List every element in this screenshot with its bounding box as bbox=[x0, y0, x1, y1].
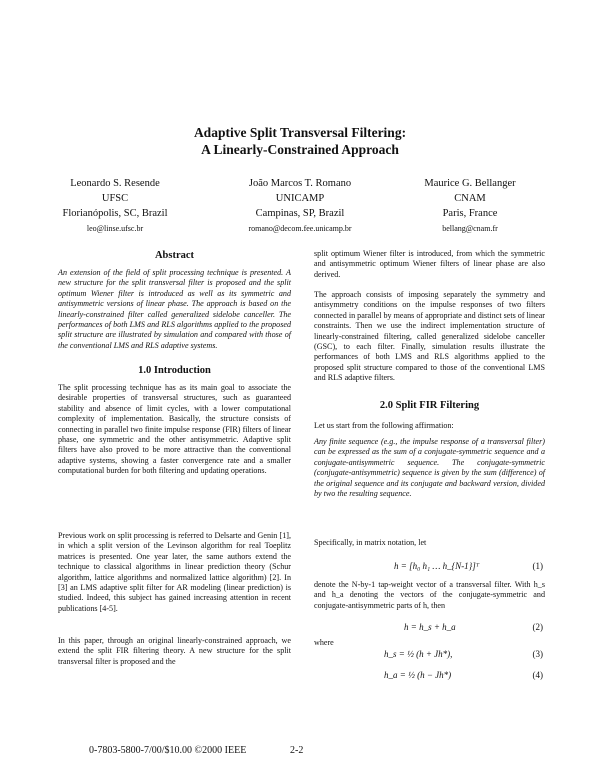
equation-number: (2) bbox=[532, 622, 543, 632]
equation-2 bbox=[314, 622, 545, 636]
equation-expression: h_s = ½ (h + Jh*), bbox=[384, 649, 453, 659]
author-location: Campinas, SP, Brazil bbox=[255, 208, 345, 219]
right-paragraph-3: Let us start from the following affirmation: bbox=[314, 421, 454, 430]
author-block-1 bbox=[20, 176, 210, 236]
introduction-heading: 1.0 Introduction bbox=[138, 365, 211, 376]
introduction-paragraph-2: Previous work on split processing is referred to Delsarte and Genin [1], in which a split version of the Levinson algorithm for real Toeplitz matrices is presented. One year later, the same authors extend the technique to classical algorithms in linear prediction theory (Schur algorithm, lattice algorithms and normalized lattice algorithm) [2]. In [3] an LMS adaptive split filter for AR modeling (linear prediction) is studied. Indeed, this subject has gained increasing attention in recent publications [4-5]. bbox=[58, 531, 291, 613]
author-affiliation: CNAM bbox=[454, 193, 486, 204]
equation-expression: h = [h₀ h₁ … h_{N-1}]ᵀ bbox=[394, 561, 480, 571]
paper-title-line2: A Linearly-Constrained Approach bbox=[201, 142, 399, 157]
equation-number: (4) bbox=[532, 670, 543, 680]
abstract-heading: Abstract bbox=[154, 250, 195, 261]
split-fir-heading: 2.0 Split FIR Filtering bbox=[379, 400, 480, 411]
right-paragraph-2: The approach consists of imposing separately the symmetry and antisymmetry conditions on the impulse responses of two filters connected in parallel by means of appropriate and distinct sets of linear constraints. Then we use the indirect implementation structure of linearly-constrained filtering, called generalized sidelobe canceller (GSC), to each filter. Finally, simulation results illustrate the performances of both LMS and RLS algorithms applied to the proposed split structure compared to those of the conventional LMS and RLS adaptive filters. bbox=[314, 290, 545, 383]
equation-4 bbox=[314, 670, 545, 684]
author-location: Paris, France bbox=[442, 208, 498, 219]
author-affiliation: UNICAMP bbox=[275, 193, 325, 204]
equation-number: (3) bbox=[532, 649, 543, 659]
author-block-2 bbox=[205, 176, 395, 236]
right-paragraph-5: Specifically, in matrix notation, let bbox=[314, 538, 427, 547]
where-label: where bbox=[314, 638, 334, 647]
paper-title-line1: Adaptive Split Transversal Filtering: bbox=[193, 125, 407, 140]
equation-1 bbox=[314, 561, 545, 575]
affirmation-paragraph: Any finite sequence (e.g., the impulse response of a transversal filter) can be expressed as the sum of a conjugate-symmetric sequence and a conjugate-antisymmetric sequence. The conjugate-symmetric (conjugate-antisymmetric) sequence is given by the sum (difference) of the original sequence and its conjugate and backward version, divided by two the resulting sequence. bbox=[314, 437, 545, 499]
author-email: bellang@cnam.fr bbox=[442, 224, 498, 233]
author-name: Leonardo S. Resende bbox=[70, 178, 160, 189]
footer-isbn: 0-7803-5800-7/00/$10.00 ©2000 IEEE bbox=[89, 745, 247, 756]
equation-expression: h_a = ½ (h − Jh*) bbox=[384, 670, 452, 680]
equation-3 bbox=[314, 649, 545, 663]
equation-number: (1) bbox=[532, 561, 543, 571]
author-location: Florianópolis, SC, Brazil bbox=[62, 208, 168, 219]
author-email: romano@decom.fee.unicamp.br bbox=[248, 224, 352, 233]
right-paragraph-1: split optimum Wiener filter is introduced, from which the symmetric and antisymmetric optimum Wiener filters of linear phase are also derived. bbox=[314, 249, 545, 279]
equation-expression: h = h_s + h_a bbox=[404, 622, 456, 632]
author-name: Maurice G. Bellanger bbox=[424, 178, 516, 189]
introduction-paragraph-3: In this paper, through an original linearly-constrained approach, we extend the split FIR filtering theory. A new structure for the split transversal filter is proposed and the bbox=[58, 636, 291, 666]
author-name: João Marcos T. Romano bbox=[248, 178, 352, 189]
right-paragraph-6: denote the N-by-1 tap-weight vector of a transversal filter. With h_s and h_a denoting the vectors of the conjugate-symmetric and conjugate-antisymmetric parts of h, then bbox=[314, 580, 545, 610]
author-block-3 bbox=[375, 176, 565, 236]
introduction-paragraph-1: The split processing technique has as its main goal to associate the desirable properties of transversal structures, such as guaranteed stability and absence of limit cycles, with a lower computational complexity of implementation. Basically, the structure consists of connecting in parallel two finite impulse response (FIR) filters of linear phase, one symmetric and the other antisymmetric. Adaptive split filters have also proved to be more attractive than the conventional adaptive systems, showing a faster convergence rate and a smaller computational burden for both filtering and updating operations. bbox=[58, 383, 291, 476]
footer-page-number: 2-2 bbox=[290, 745, 304, 756]
author-affiliation: UFSC bbox=[101, 193, 129, 204]
abstract-text: An extension of the field of split processing technique is presented. A new structure for the split transversal filter is proposed and the split optimum Wiener filter is introduced as well as its symmetric and antisymmetric versions of linear phase. The approach is based on the linearly-constrained filter called generalized sidelobe canceller. The performances of both LMS and RLS algorithms applied to the proposed split structure are illustrated by simulation and compared with those of the conventional LMS and RLS adaptive systems. bbox=[58, 268, 291, 350]
author-email: leo@linse.ufsc.br bbox=[86, 224, 144, 233]
